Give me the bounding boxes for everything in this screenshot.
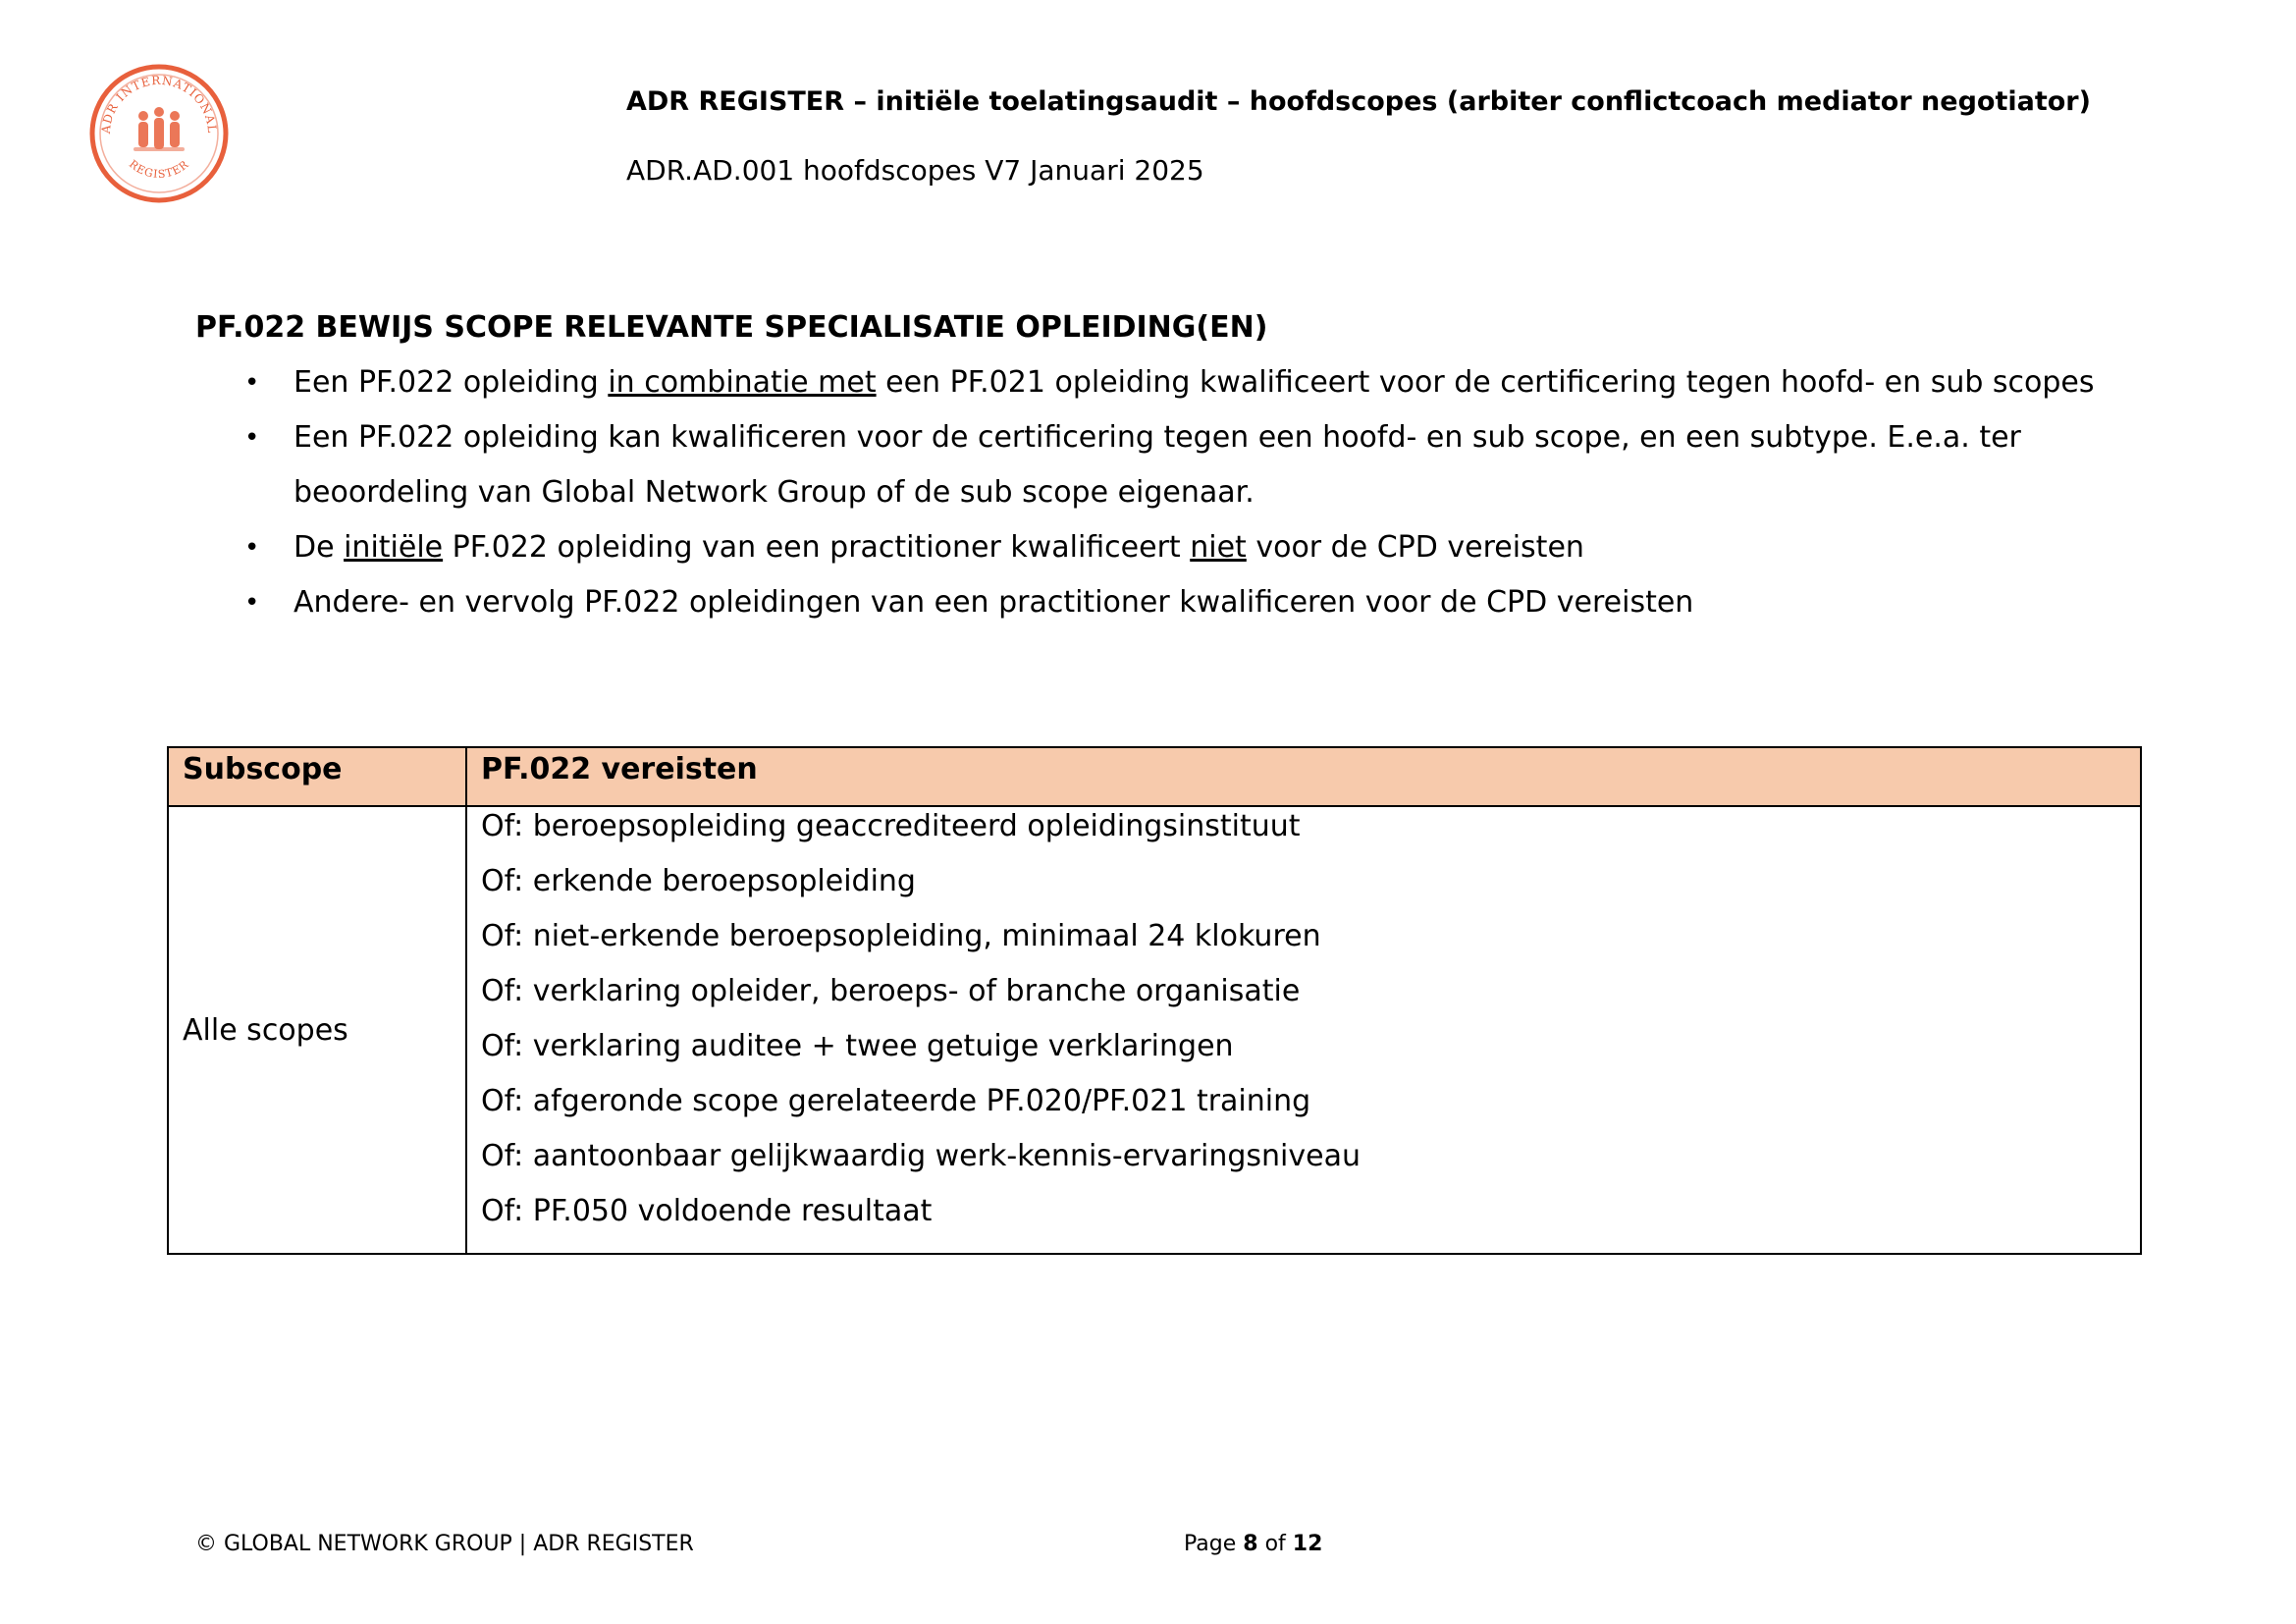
bullet-text: De bbox=[294, 530, 345, 565]
bullet-item bbox=[195, 575, 2119, 630]
bullet-icon: • bbox=[244, 368, 260, 398]
footer-copyright: © GLOBAL NETWORK GROUP | ADR REGISTER bbox=[195, 1532, 694, 1556]
bullet-icon: • bbox=[244, 588, 260, 618]
requirement-line: Of: niet-erkende beroepsopleiding, minimaal 24 klokuren bbox=[481, 919, 1321, 953]
page-label: Page bbox=[1184, 1532, 1237, 1556]
requirement-line: Of: verklaring auditee + twee getuige verklaringen bbox=[481, 1029, 1234, 1063]
bullet-text: PF.022 opleiding van een practitioner kwalificeert bbox=[443, 530, 1191, 565]
bullet-text: Een PF.022 opleiding bbox=[294, 365, 609, 400]
requirement-line: Of: afgeronde scope gerelateerde PF.020/PF.021 training bbox=[481, 1084, 1311, 1118]
bullet-item bbox=[195, 355, 2119, 410]
bullet-text: een PF.021 opleiding kwalificeert voor de certificering tegen hoofd- en sub scopes bbox=[876, 365, 2095, 400]
bullet-icon: • bbox=[244, 423, 260, 453]
bullet-underlined-text: in combinatie met bbox=[608, 365, 877, 400]
svg-text:REGISTER bbox=[127, 157, 191, 181]
table-header-row bbox=[168, 747, 2141, 806]
logo-text-top: ADR INTERNATIONAL bbox=[98, 73, 220, 135]
bullet-item bbox=[195, 520, 2119, 575]
document-title: ADR REGISTER – initiële toelatingsaudit – hoofdscopes (arbiter conflictcoach mediator negotiator) bbox=[626, 86, 2091, 117]
logo-figures-icon bbox=[133, 107, 185, 151]
table-row bbox=[168, 806, 2141, 1254]
column-header-subscope: Subscope bbox=[168, 747, 466, 806]
requirement-line: Of: beroepsopleiding geaccrediteerd opleidingsinstituut bbox=[481, 809, 1301, 843]
page-of-label: of bbox=[1264, 1532, 1286, 1556]
requirement-line: Of: aantoonbaar gelijkwaardig werk-kennis-ervaringsniveau bbox=[481, 1139, 1361, 1173]
logo-text-bottom: REGISTER bbox=[126, 157, 192, 182]
section-heading: PF.022 BEWIJS SCOPE RELEVANTE SPECIALISATIE OPLEIDING(EN) bbox=[195, 310, 1268, 345]
bullet-text: Andere- en vervolg PF.022 opleidingen van een practitioner kwalificeren voor de CPD vereisten bbox=[294, 585, 1694, 620]
adr-logo bbox=[88, 63, 230, 204]
document-version: ADR.AD.001 hoofdscopes V7 Januari 2025 bbox=[626, 154, 1204, 187]
bullet-text: voor de CPD vereisten bbox=[1246, 530, 1584, 565]
bullet-icon: • bbox=[244, 533, 260, 563]
bullet-list bbox=[195, 355, 2119, 630]
page-current: 8 bbox=[1243, 1532, 1258, 1556]
bullet-text: Een PF.022 opleiding kan kwalificeren voor de certificering tegen een hoofd- en sub scope, en een subtype. E.e.a. ter beoordeling van Global Network Group of de sub scope eigenaar. bbox=[294, 420, 2021, 510]
column-header-requirements: PF.022 vereisten bbox=[466, 747, 2141, 806]
subscope-cell: Alle scopes bbox=[168, 806, 466, 1254]
requirement-line: Of: erkende beroepsopleiding bbox=[481, 864, 916, 898]
footer-page-number bbox=[1184, 1532, 1322, 1556]
requirements-table bbox=[167, 746, 2142, 1255]
bullet-item bbox=[195, 410, 2119, 520]
requirement-line: Of: PF.050 voldoende resultaat bbox=[481, 1194, 933, 1228]
requirements-cell bbox=[466, 806, 2141, 1254]
page-total: 12 bbox=[1292, 1532, 1323, 1556]
requirement-line: Of: verklaring opleider, beroeps- of branche organisatie bbox=[481, 974, 1301, 1008]
bullet-underlined-text: niet bbox=[1190, 530, 1247, 565]
bullet-underlined-text: initiële bbox=[344, 530, 444, 565]
